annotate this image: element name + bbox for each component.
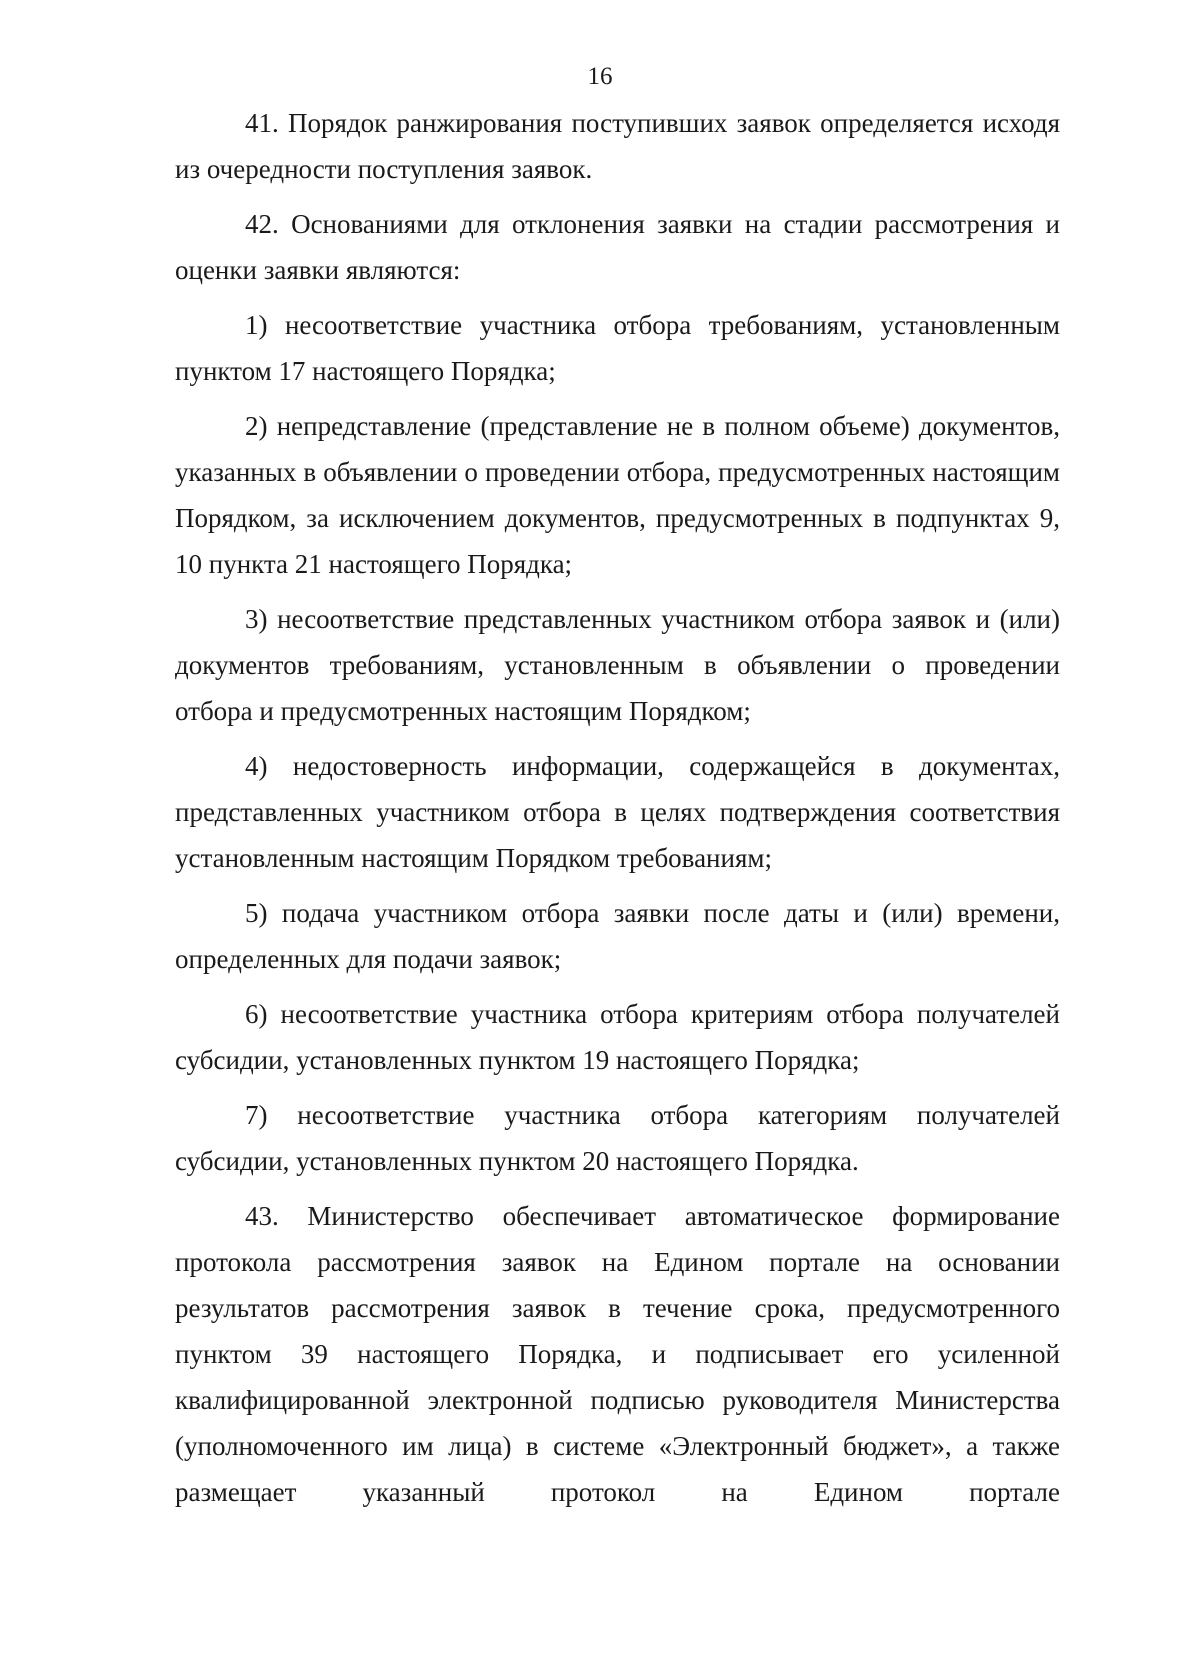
paragraph-42-item-3: 3) несоответствие представленных участником отбора заявок и (или) документов требованиям, установленным в объявлении о проведении отбора и предусмотренных настоящим Порядком;	[175, 604, 1060, 726]
paragraph-43: 43. Министерство обеспечивает автоматическое формирование протокола рассмотрения заявок на Едином портале на основании результатов рассмотрения заявок в течение срока, предусмотренного пунктом 39 настоящего Порядка, и подписывает его усиленной квалифицированной электронной подписью руководителя Министерства (уполномоченного им лица) в системе «Электронный бюджет», а также размещает указанный протокол на Едином портале	[175, 1201, 1060, 1507]
paragraph-42-item-2: 2) непредставление (представление не в полном объеме) документов, указанных в объявлении о проведении отбора, предусмотренных настоящим Порядком, за исключением документов, предусмотренных в подпунктах 9, 10 пункта 21 настоящего Порядка;	[175, 411, 1060, 579]
paragraph-42: 42. Основаниями для отклонения заявки на стадии рассмотрения и оценки заявки являются:	[175, 209, 1060, 285]
paragraph-41: 41. Порядок ранжирования поступивших заявок определяется исходя из очередности поступления заявок.	[175, 108, 1060, 184]
paragraph-42-item-7: 7) несоответствие участника отбора категориям получателей субсидии, установленных пунктом 20 настоящего Порядка.	[175, 1100, 1060, 1176]
page-number: 16	[587, 63, 613, 90]
paragraph-42-item-4: 4) недостоверность информации, содержащейся в документах, представленных участником отбора в целях подтверждения соответствия установленным настоящим Порядком требованиям;	[175, 751, 1060, 873]
document-body	[175, 100, 1060, 1524]
paragraph-42-item-1: 1) несоответствие участника отбора требованиям, установленным пунктом 17 настоящего Порядка;	[175, 310, 1060, 386]
paragraph-42-item-5: 5) подача участником отбора заявки после даты и (или) времени, определенных для подачи заявок;	[175, 898, 1060, 974]
paragraph-42-item-6: 6) несоответствие участника отбора критериям отбора получателей субсидии, установленных пунктом 19 настоящего Порядка;	[175, 999, 1060, 1075]
